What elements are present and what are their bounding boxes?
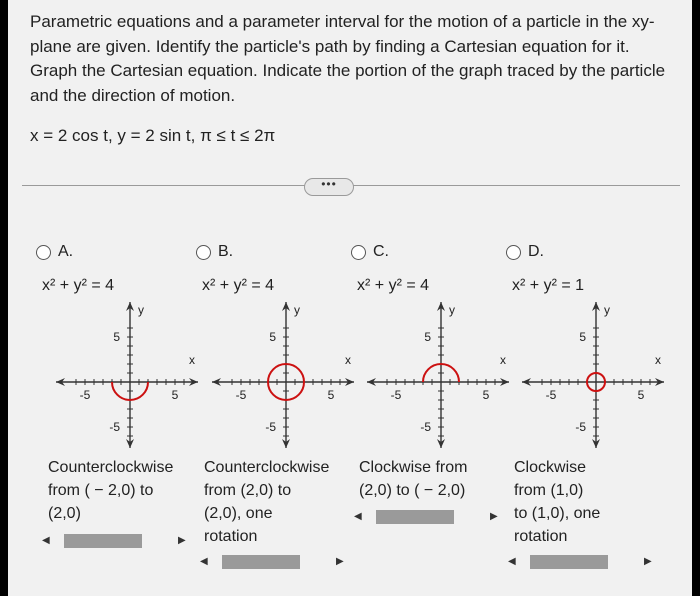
description-line: from ( − 2,0) to: [48, 482, 154, 499]
left-arrow-icon[interactable]: ◀: [200, 556, 208, 567]
y-axis-label: y: [604, 303, 610, 317]
y-tick-label: -5: [420, 420, 431, 434]
option-letter: C.: [373, 243, 389, 260]
y-tick-label: -5: [265, 420, 276, 434]
x-tick-label: 5: [327, 388, 335, 402]
x-axis-label: x: [189, 353, 195, 367]
description-c: [359, 456, 467, 502]
x-axis-label: x: [655, 353, 661, 367]
scrollbar-thumb[interactable]: [376, 510, 454, 524]
graph-b: [204, 300, 354, 450]
description-line: (2,0), one: [204, 505, 273, 522]
parametric-equation: x = 2 cos t, y = 2 sin t, π ≤ t ≤ 2π: [30, 126, 276, 145]
x-axis-label: x: [500, 353, 506, 367]
y-tick-label: 5: [579, 330, 586, 344]
scrollbar-a[interactable]: [40, 532, 190, 550]
x-axis-label: x: [345, 353, 351, 367]
left-arrow-icon[interactable]: ◀: [354, 511, 362, 522]
y-tick-label: 5: [424, 330, 431, 344]
right-arrow-icon[interactable]: ▶: [490, 511, 498, 522]
scrollbar-d[interactable]: [506, 553, 656, 571]
description-line: Counterclockwise: [48, 459, 174, 476]
cartesian-equation: x² + y² = 4: [357, 277, 430, 294]
description-line: to (1,0), one: [514, 505, 601, 522]
description-line: from (1,0): [514, 482, 584, 499]
description-line: from (2,0) to: [204, 482, 292, 499]
scrollbar-thumb[interactable]: [530, 555, 608, 569]
graph-c: [359, 300, 509, 450]
description-line: rotation: [204, 528, 258, 545]
left-arrow-icon[interactable]: ◀: [42, 535, 50, 546]
option-letter: D.: [528, 243, 544, 260]
x-tick-label: 5: [482, 388, 490, 402]
x-tick-label: 5: [637, 388, 645, 402]
right-arrow-icon[interactable]: ▶: [178, 535, 186, 546]
radio-button-icon[interactable]: [506, 245, 521, 260]
y-tick-label: 5: [269, 330, 276, 344]
graph-a: [48, 300, 198, 450]
right-arrow-icon[interactable]: ▶: [336, 556, 344, 567]
y-tick-label: -5: [575, 420, 586, 434]
description-line: Counterclockwise: [204, 459, 330, 476]
scrollbar-thumb[interactable]: [222, 555, 300, 569]
more-button[interactable]: •••: [304, 178, 354, 196]
x-tick-label: -5: [545, 388, 557, 402]
y-tick-label: -5: [109, 420, 120, 434]
scrollbar-thumb[interactable]: [64, 534, 142, 548]
radio-button-icon[interactable]: [351, 245, 366, 260]
cartesian-equation: x² + y² = 4: [202, 277, 275, 294]
right-arrow-icon[interactable]: ▶: [644, 556, 652, 567]
y-tick-label: 5: [113, 330, 120, 344]
option-letter: A.: [58, 243, 74, 260]
scrollbar-c[interactable]: [352, 508, 502, 526]
option-letter: B.: [218, 243, 234, 260]
description-line: rotation: [514, 528, 568, 545]
graph-d: [514, 300, 664, 450]
description-line: Clockwise from: [359, 459, 468, 476]
question-panel: [8, 0, 692, 596]
left-arrow-icon[interactable]: ◀: [508, 556, 516, 567]
cartesian-equation: x² + y² = 1: [512, 277, 585, 294]
description-line: (2,0): [48, 505, 81, 522]
x-tick-label: 5: [171, 388, 179, 402]
cartesian-equation: x² + y² = 4: [42, 277, 115, 294]
scrollbar-b[interactable]: [198, 553, 348, 571]
radio-button-icon[interactable]: [196, 245, 211, 260]
description-line: Clockwise: [514, 459, 587, 476]
x-tick-label: -5: [390, 388, 402, 402]
description-b: [204, 456, 329, 548]
y-axis-label: y: [449, 303, 455, 317]
y-axis-label: y: [294, 303, 300, 317]
x-tick-label: -5: [79, 388, 91, 402]
question-text: Parametric equations and a parameter interval for the motion of a particle in the xy-plane are given. Identify the particle's path by finding a Cartesian equation for it. Graph the Cartesian equation. Indicate the portion of the graph traced by the particle and the direction of motion.: [30, 12, 666, 105]
y-axis-label: y: [138, 303, 144, 317]
radio-button-icon[interactable]: [36, 245, 51, 260]
x-tick-label: -5: [235, 388, 247, 402]
description-line: (2,0) to ( − 2,0): [359, 482, 466, 499]
description-d: [514, 456, 600, 548]
description-a: [48, 456, 173, 525]
